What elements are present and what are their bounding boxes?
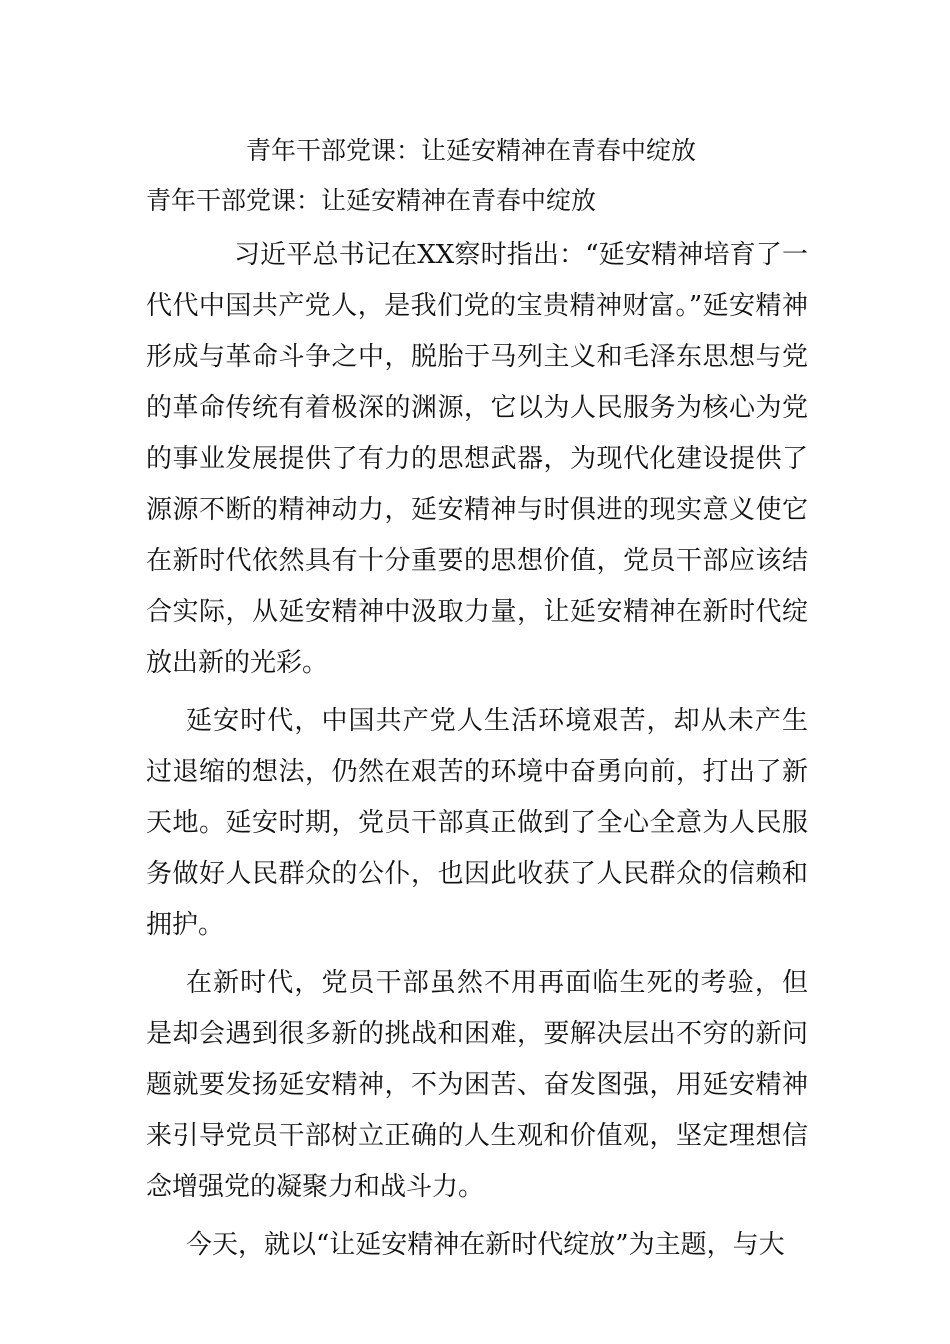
paragraph-new-era: 在新时代，党员干部虽然不用再面临生死的考验，但是却会遇到很多新的挑战和困难，要解决层出不穷的新问题就要发扬延安精神，不为困苦、奋发图强，用延安精神来引导党员干部树立正确的人生观和价值观，坚定理想信念增强党的凝聚力和战斗力。 [146, 968, 808, 1202]
paragraph-today: 今天，就以“让延安精神在新时代绽放”为主题，与大 [186, 1230, 785, 1260]
paragraph-intro: 习近平总书记在XX察时指出：“延安精神培育了一代代中国共产党人，是我们党的宝贵精神财富。”延安精神形成与革命斗争之中，脱胎于马列主义和毛泽东思想与党的革命传统有着极深的渊源，它以为人民服务为核心为党的事业发展提供了有力的思想武器，为现代化建设提供了源源不断的精神动力，延安精神与时俱进的现实意义使它在新时代依然具有十分重要的思想价值，党员干部应该结合实际，从延安精神中汲取力量，让延安精神在新时代绽放出新的光彩。 [146, 240, 808, 678]
paragraph-yanan-era: 延安时代，中国共产党人生活环境艰苦，却从未产生过退缩的想法，仍然在艰苦的环境中奋勇向前，打出了新天地。延安时期，党员干部真正做到了全心全意为人民服务做好人民群众的公仆，也因此收获了人民群众的信赖和拥护。 [146, 706, 808, 940]
document-subtitle: 青年干部党课：让延安精神在青春中绽放 [146, 186, 597, 215]
document-title: 青年干部党课：让延安精神在青春中绽放 [246, 136, 697, 165]
document-body [146, 230, 808, 1271]
